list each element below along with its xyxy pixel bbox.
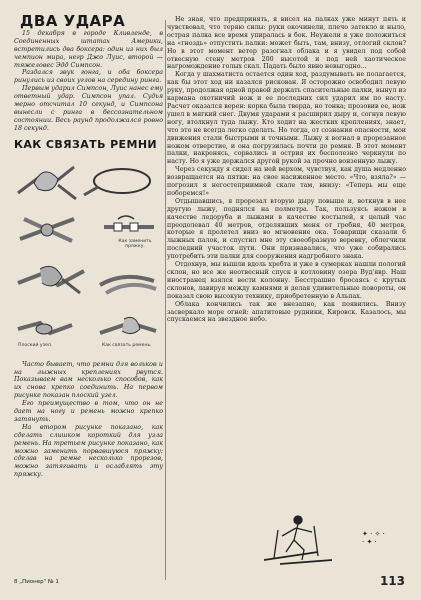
paragraph: На втором рисунке показано, как сделать слишком короткий для узла ремень. На третьем рисунке показано, как можно заменить порвавшуюся пряжку: сделав на ремне несколько прорезов, можно затягивать и ослаблять эту пряжку.	[14, 423, 163, 479]
caption-flat-knot: Плоский узел.	[18, 342, 53, 348]
boxing-article	[14, 30, 163, 133]
knot-drawings	[14, 153, 163, 353]
column-divider	[165, 20, 166, 580]
paragraph: Облака кончились так же внезапно, как появились. Внизу засверкало море огней: апатитовые рудники, Кировск. Казалось, мы спускаемся на звездное небо.	[167, 300, 406, 324]
left-column	[14, 12, 163, 479]
paragraph: Часто бывает, что ремни для вольков и на лыжных креплениях рвутся. Показываем вам несколько способов, как их снова крепко соединить. На первом рисунке показан плоский узел.	[14, 360, 163, 400]
paragraph: Через секунду я сидел на ней верхом, чувствуя, как душа медленно возвращается на пятки: на свое насиженное место. «Что, взяла?» — погрозил я негостеприимной скале там, внизу: «Теперь мы еще поборемся!»	[167, 166, 406, 197]
paragraph: Не зная, что предпринять, я висел на палках уже минут пять и чувствовал, что теряю силы: руки окочинели, плечо затекло и ныло, острая палка все время упиралась в бок. Неужели я уже положиться на «гноздь» отпустить палки: может быть, там, внизу, отлогий склон? Но в этот момент ветер разогнал облака и я увидел под собой отвесную стену метров 200 высотой и под ней хаотическое нагромождение голых скал. Падать было явно невыгодно...	[167, 16, 406, 71]
paragraph: Отдохнув, мы вышли вдоль хребта и уже в сумерках нашли пологий склон, но все же неотвесный спуск в котловину озера Вуд'явр. Наш иностранец взялся вести колонну. Бесстрашно бросаясь с крутых склонов, лавируя между камнями и делая удивительные повороты, он показал свою высокую технику, приобретенную в Альпах.	[167, 261, 406, 300]
knots-title: КАК СВЯЗАТЬ РЕМНИ	[14, 137, 158, 151]
paragraph: Раздался звук гонга, и оба боксера ринулись из своих углов на середину ринга.	[14, 69, 163, 85]
paragraph: Его преимущество в том, что он не дает на ногу и ремень можно крепко затянуть.	[14, 400, 163, 423]
page-number: 113	[379, 574, 405, 588]
paragraph: Первым ударил Симпсон, Луис нанес ему ответный удар. Симпсон упал. Судья мерно отсчитал 10 секунд, и Симпсона вынесли с ринга в бессознательном состоянии. Весь раунд продолжался ровно 18 секунд.	[14, 85, 163, 132]
skier-illustration	[258, 510, 338, 568]
stars-decoration: ✦ · ✧ · · ✦ ·	[362, 530, 385, 546]
knots-illustration	[14, 153, 163, 353]
paragraph: Отдышавшись, я прорезал вторую дыру повыше и, воткнув в нее другую лыжу, поднялся на полметра. Так, пользуясь ножом в качестве ледоруба и лыжами в качестве костылей, я целый час преодолевал 40 метров, отделявших меня от гребня, 40 метров, которые я пролетел вниз во мгновение ока. Товарищи сказали 6 лыжных палок, и спустил мне эту своеобразную веревку, облегчили последний участок пути. Они признавались, что уже собирались употребить эти палки для сооружения надгробного знака.	[167, 197, 406, 261]
caption-strap-knot: Как связать ремень.	[102, 342, 152, 348]
paragraph: 15 декабря в городе Кливленде, в Соединенных штатах Америки, встретились два боксера: один из них был чемпион мира, негр Джо Луис, второй — тяжеловес Эдд Симпсон.	[14, 29, 163, 69]
caption-replace-buckle: Как заменить пряжку.	[118, 238, 152, 249]
knots-article	[14, 361, 163, 480]
right-column	[167, 16, 406, 324]
article-title: ДВА УДАРА	[20, 12, 126, 30]
footer-issue: 8 „Пионер" № 1	[14, 579, 59, 585]
paragraph: Когда у шахматиста остается один ход, раздумывать не полагается, как бы этот ход ни казался рискован. Я осторожно освободил левую руку, продолжая одной правой держать спасительные палки, вынул из кармана охотничий нож и ее последних сил ударил им по насту. Расчет оказался верен: корка была тверда, но тонка; прозовив ее, нож ушел в мягкий снег. Двумя ударами я расширил дыру и, согнув левую ногу, втолкнул туда лыжу. Кто ходит на жестких креплениях, знает, что это не всегда легко сделать. Но тогда, от сознания опасности, мои движения стали быстрыми и точными. Лыжу я вогнал в прорезанное ножом отверстие, и она погрузилась почти до ремня. В этот момент палки, накренясь, сорвались и острия их бесполезно черкнули по насту. Но я уже держался другой рукой за прочно вонзенную лыжу.	[167, 71, 407, 166]
